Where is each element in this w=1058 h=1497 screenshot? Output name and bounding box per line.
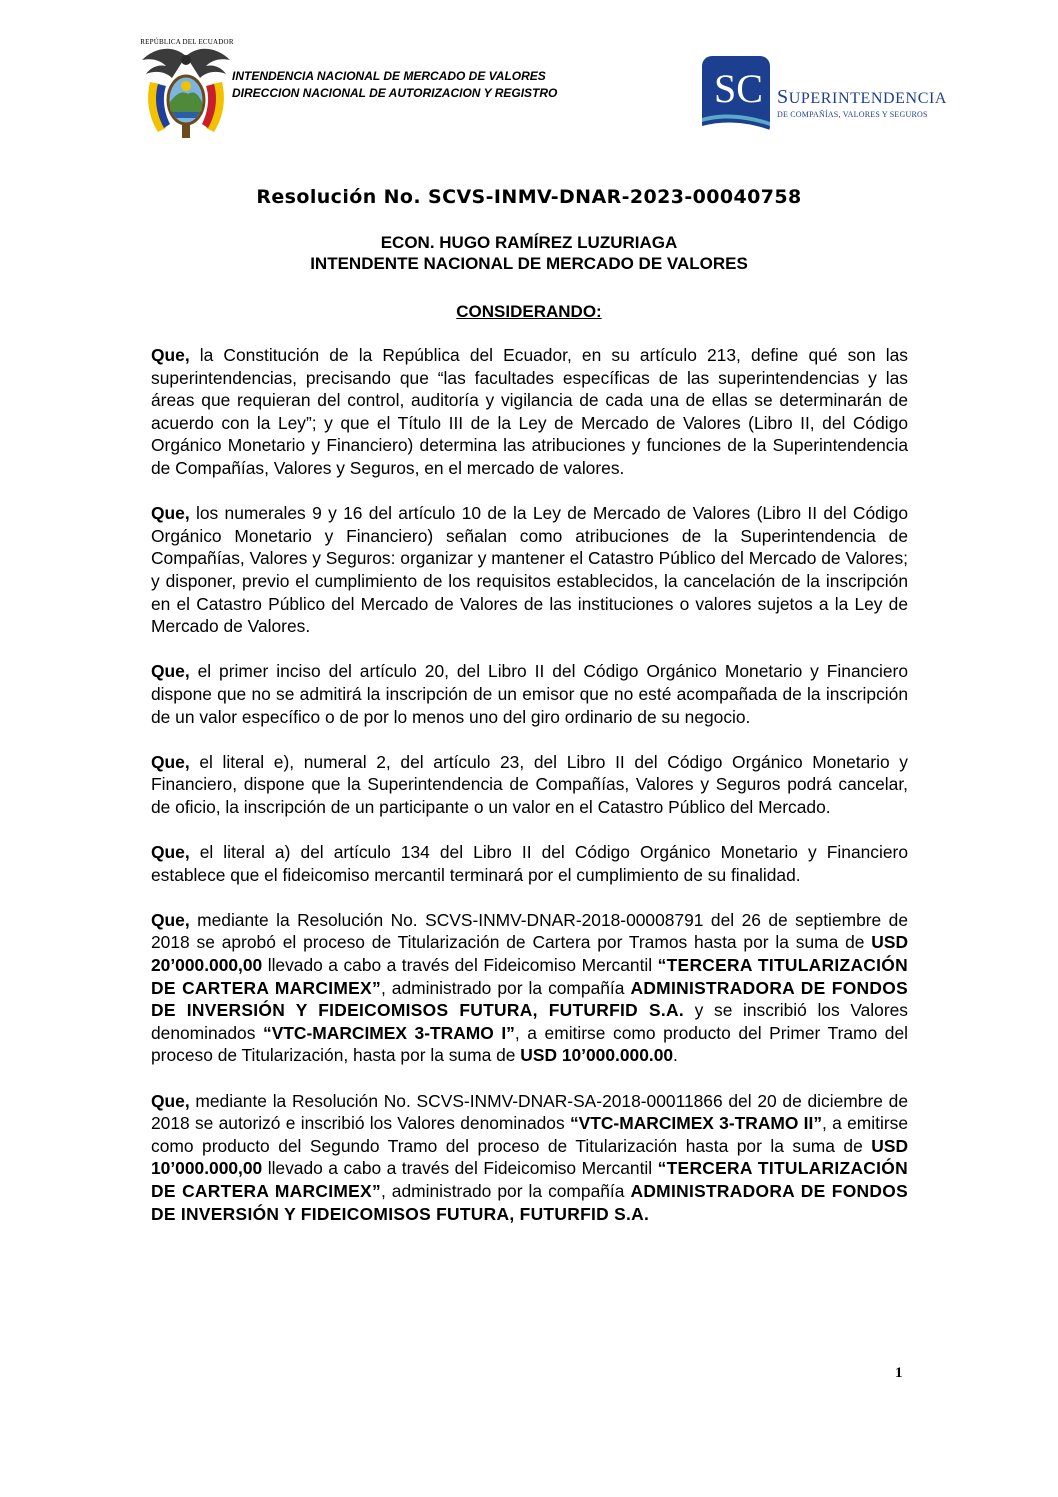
superintendencia-name (777, 86, 947, 119)
trust-name-bold: “TERCERA TITULARIZACIÓN DE CARTERA MARCIMEX” (151, 955, 908, 998)
paragraph (151, 502, 908, 638)
official-name: ECON. HUGO RAMÍREZ LUZURIAGA (380, 233, 678, 252)
security-name-bold: “VTC-MARCIMEX 3-TRAMO II” (569, 1113, 823, 1134)
paragraph-text: llevado a cabo a través del Fideicomiso Mercantil (262, 1158, 658, 1179)
company-name-bold: ADMINISTRADORA DE FONDOS DE INVERSIÓN Y FIDEICOMISOS FUTURA, FUTURFID S.A. (151, 977, 908, 1021)
paragraph (151, 841, 908, 886)
paragraph-text: la Constitución de la República del Ecuador, en su artículo 213, define qué son las superintendencias, precisando que “las facultades específicas de las superintendencias y las áreas que requieran del control, auditoría y vigilancia de cada una de ellas se determinarán de acuerdo con la Ley”; y que el Título III de la Ley de Mercado de Valores (Libro II, del Código Orgánico Monetario y Financiero) determina las atribuciones y funciones de la Superintendencia de Compañías, Valores y Seguros, en el mercado de valores. (151, 345, 908, 478)
considerando-heading: CONSIDERANDO: (456, 302, 602, 321)
paragraph-text: el primer inciso del artículo 20, del Libro II del Código Orgánico Monetario y Financiero dispone que no se admitirá la inscripción de un emisor que no esté acompañada de la inscripción de un valor específico o de por lo menos uno del giro ordinario de su negocio. (151, 661, 908, 727)
coat-of-arms-icon (136, 38, 236, 144)
superintendencia-logo-icon (702, 56, 770, 136)
header-line-2: DIRECCION NACIONAL DE AUTORIZACION Y REGISTRO (232, 86, 558, 100)
trust-name-bold: “TERCERA TITULARIZACIÓN DE CARTERA MARCIMEX” (151, 1158, 908, 1201)
header-institution (232, 68, 557, 102)
paragraph-lead: Que, (151, 661, 190, 682)
document-body (151, 344, 908, 1225)
paragraph (151, 660, 908, 728)
paragraph (151, 1090, 908, 1226)
official-role: INTENDENTE NACIONAL DE MERCADO DE VALORES (310, 254, 748, 273)
paragraph-text: llevado a cabo a través del Fideicomiso Mercantil (262, 955, 658, 976)
paragraph-lead: Que, (151, 751, 190, 772)
coat-of-arms-caption: REPÚBLICA DEL ECUADOR (140, 38, 234, 46)
paragraph (151, 909, 908, 1067)
paragraph (151, 344, 908, 480)
page-number: 1 (895, 1365, 903, 1381)
paragraph-text: , administrado por la compañía (380, 1180, 631, 1201)
paragraph-lead: Que, (151, 503, 190, 524)
security-name-bold: “VTC-MARCIMEX 3-TRAMO I” (263, 1022, 515, 1043)
logo-initials: SC (714, 66, 763, 111)
paragraph-text: mediante la Resolución No. SCVS-INMV-DNAR-SA-2018-00011866 del 20 de diciembre de 2018 se autorizó e inscribió los Valores denominados (151, 1090, 908, 1134)
paragraph-lead: Que, (151, 842, 190, 863)
header-line-1: INTENDENCIA NACIONAL DE MERCADO DE VALORES (232, 69, 546, 83)
paragraph-lead: Que, (151, 1090, 190, 1111)
paragraph-lead: Que, (151, 909, 190, 930)
logo-name-cap: S (777, 86, 789, 108)
paragraph-text: , a emitirse como producto del Segundo Tramo del proceso de Titularización hasta por la suma de (151, 1113, 908, 1156)
logo-subtitle: DE COMPAÑÍAS, VALORES Y SEGUROS (777, 110, 928, 119)
paragraph-text: . (673, 1045, 678, 1066)
paragraph-text: y se inscribió los Valores denominados (151, 1000, 908, 1043)
paragraph-text: mediante la Resolución No. SCVS-INMV-DNAR-2018-00008791 del 26 de septiembre de 2018 se aprobó el proceso de Titularización de Cartera por Tramos hasta por la suma de (151, 909, 908, 953)
paragraph-text: el literal a) del artículo 134 del Libro II del Código Orgánico Monetario y Financiero establece que el fideicomiso mercantil terminará por el cumplimiento de su finalidad. (151, 842, 908, 885)
amount-bold: USD 10’000.000.00 (520, 1045, 674, 1066)
paragraph-text: el literal e), numeral 2, del artículo 23, del Libro II del Código Orgánico Monetario y Financiero, dispone que la Superintendencia de Compañías, Valores y Seguros podrá cancelar, de oficio, la inscripción de un participante o un valor en el Catastro Público del Mercado. (151, 751, 908, 817)
paragraph-text: , administrado por la compañía (380, 977, 631, 998)
company-name-bold: ADMINISTRADORA DE FONDOS DE INVERSIÓN Y FIDEICOMISOS FUTURA, FUTURFID S.A. (151, 1180, 908, 1224)
paragraph (151, 751, 908, 819)
paragraph-text: , a emitirse como producto del Primer Tramo del proceso de Titularización, hasta por la suma de (151, 1022, 909, 1066)
resolution-title: Resolución No. SCVS-INMV-DNAR-2023-00040758 (256, 186, 802, 208)
official-block (0, 232, 1058, 274)
paragraph-text: los numerales 9 y 16 del artículo 10 de la Ley de Mercado de Valores (Libro II del Código Orgánico Monetario y Financiero) señalan como atribuciones de la Superintendencia de Compañías, Valores y Seguros: organizar y mantener el Catastro Público del Mercado de Valores; y disponer, previo el cumplimiento de los requisitos establecidos, la cancelación de la inscripción en el Catastro Público del Mercado de Valores de las instituciones o valores sujetos a la Ley de Mercado de Valores. (151, 503, 908, 637)
logo-name-rest: UPERINTENDENCIA (788, 90, 948, 107)
amount-bold: USD 20’000.000,00 (151, 932, 908, 976)
amount-bold: USD 10’000.000,00 (151, 1135, 908, 1179)
paragraph-lead: Que, (151, 345, 190, 365)
